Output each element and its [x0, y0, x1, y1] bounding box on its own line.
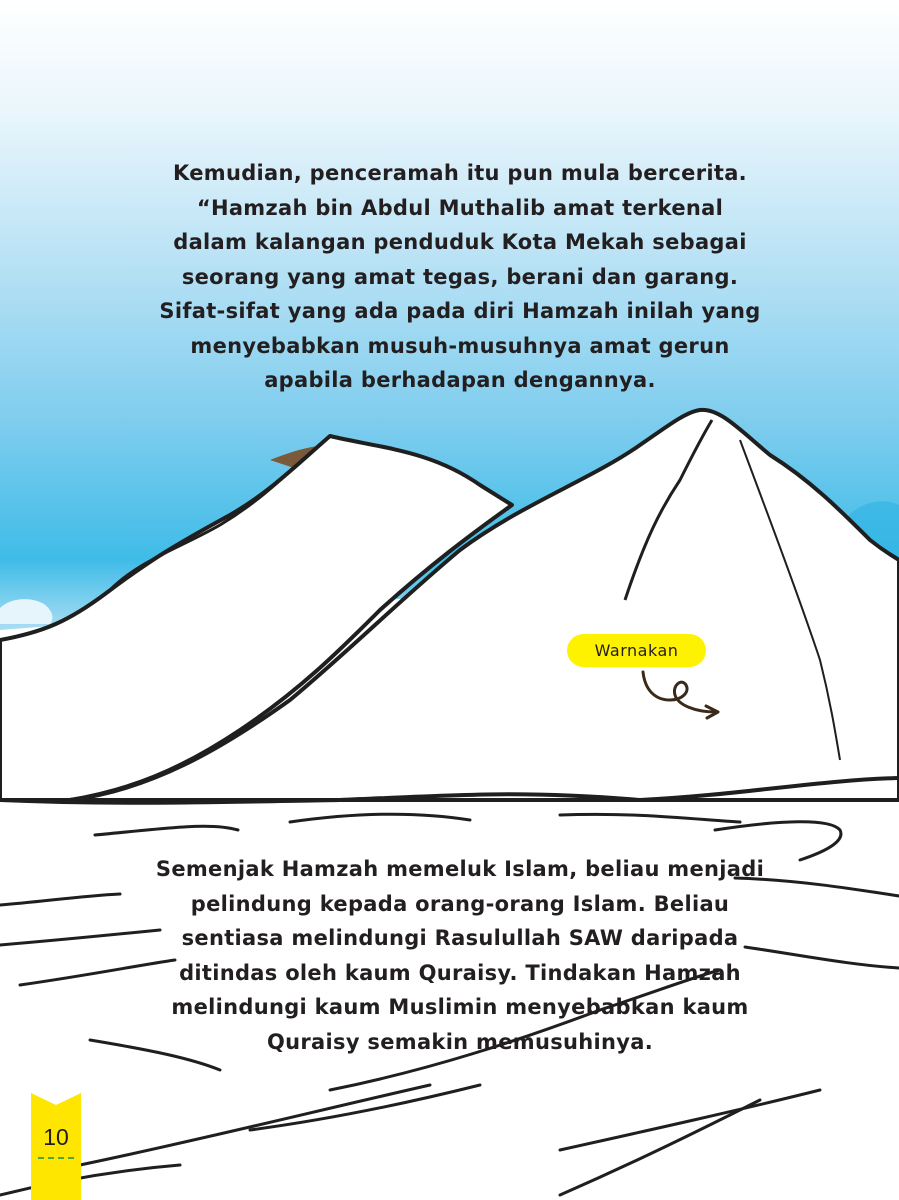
- story-line: apabila berhadapan dengannya.: [264, 368, 656, 392]
- story-paragraph-bottom: [130, 852, 790, 1059]
- story-line: seorang yang amat tegas, berani dan garang.: [181, 264, 739, 289]
- story-line: pelindung kepada orang-orang Islam. Beliau: [190, 891, 730, 916]
- story-line: dalam kalangan penduduk Kota Mekah sebagai: [173, 230, 747, 254]
- story-line: ditindas oleh kaum Quraisy. Tindakan Hamzah: [179, 960, 741, 985]
- cloud-icon: [0, 599, 52, 624]
- story-line: Quraisy semakin memusuhinya.: [267, 1029, 653, 1054]
- story-line: Kemudian, penceramah itu pun mula bercerita.: [173, 161, 747, 185]
- page-number: 10: [43, 1124, 69, 1150]
- story-line: Sifat-sifat yang ada pada diri Hamzah inilah yang: [159, 299, 761, 323]
- story-line: sentiasa melindungi Rasulullah SAW daripada: [181, 926, 739, 950]
- story-line: melindungi kaum Muslimin menyebabkan kaum: [171, 995, 749, 1019]
- colour-hint-badge: Warnakan: [567, 634, 706, 667]
- story-line: “Hamzah bin Abdul Muthalib amat terkenal: [196, 195, 724, 220]
- story-line: Semenjak Hamzah memeluk Islam, beliau menjadi: [155, 857, 765, 881]
- story-paragraph-top: [130, 156, 790, 398]
- story-line: menyebabkan musuh-musuhnya amat gerun: [190, 333, 730, 358]
- page-number-underline: [38, 1157, 74, 1159]
